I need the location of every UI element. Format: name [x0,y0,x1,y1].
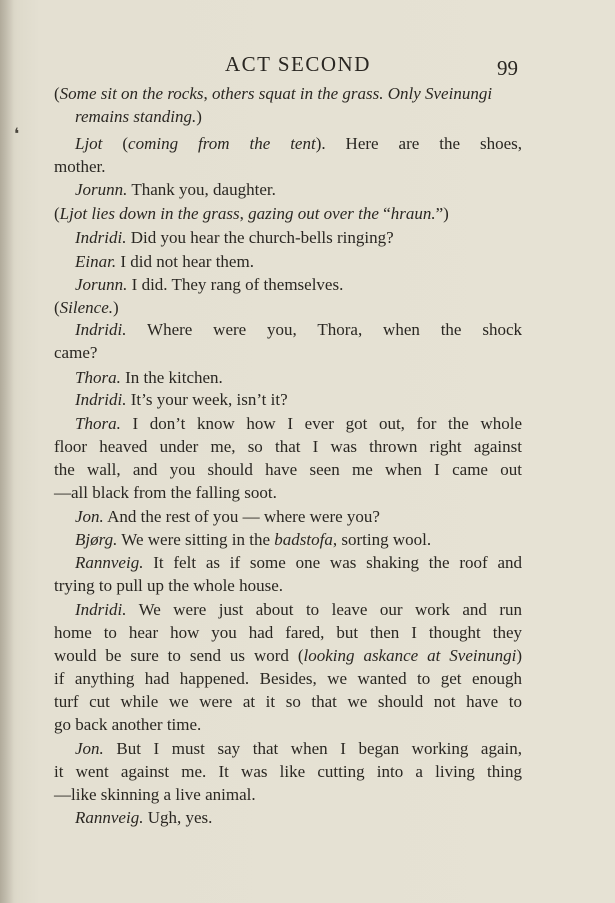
text-line [75,737,522,760]
text-run: it went against me. It was like cutting into a living thing [54,762,522,781]
text-line [75,105,202,128]
italic-text-run: Rannveig. [75,808,144,827]
italic-text-run: Ljot [75,134,103,153]
italic-text-run: Some sit on the rocks [59,84,204,103]
text-line [75,505,380,528]
italic-text-run: Jorunn. [75,275,128,294]
text-run: Ugh, yes. [143,808,213,827]
page-number: 99 [497,56,518,80]
text-line [54,481,277,504]
text-run: And the rest of you — where were you? [103,507,380,526]
text-run: Thank you, daughter. [127,180,276,199]
text-run: ). Here are the shoes, [315,134,522,153]
text-run: ) [113,298,119,317]
text-run: ( [54,298,60,317]
italic-text-run: Thora. [75,368,121,387]
text-run: turf cut while we were at it so that we should not have to [54,692,522,711]
text-line [75,388,288,411]
italic-text-run: Indridi. [75,600,127,619]
italic-text-run: gazing out over the [248,204,379,223]
text-run: I don’t know how I ever got out, for the whole [120,414,522,433]
italic-text-run: Indridi. [75,320,127,339]
italic-text-run: others squat in the grass. Only Sveinungi [212,84,493,103]
text-run: It felt as if some one was shaking the roof and [143,553,522,572]
text-run: It’s your week, isn’t it? [126,390,288,409]
text-line [75,132,522,155]
text-run: ( [54,84,60,103]
text-run: I did. They rang of themselves. [127,275,344,294]
text-run: ) [516,646,522,665]
text-run: , sorting wool. [332,530,432,549]
text-line [75,273,343,296]
italic-text-run: Indridi. [75,228,127,247]
text-run: But I must say that when I began working again, [103,739,522,758]
text-run: —like skinning a live animal. [54,785,256,804]
running-title: ACT SECOND [225,52,371,76]
text-line [54,690,522,713]
italic-text-run: remains standing. [75,107,197,126]
text-line [54,435,522,458]
italic-text-run: Jorunn. [75,180,128,199]
text-line [54,202,449,225]
text-line [54,82,492,105]
text-run: came? [54,343,98,362]
text-line [75,598,522,621]
text-line [75,412,522,435]
italic-text-run: Bjørg. [75,530,118,549]
spine-shadow [0,0,14,903]
text-line [75,318,522,341]
italic-text-run: Jon. [75,507,104,526]
italic-text-run: Rannveig. [75,553,144,572]
text-line [75,366,223,389]
italic-text-run: Jon. [75,739,104,758]
text-line [54,341,97,364]
text-run: —all black from the falling soot. [54,483,277,502]
text-line [54,458,522,481]
text-line [54,296,119,319]
text-line [54,155,105,178]
text-run: ( [54,204,60,223]
text-run: ) [196,107,202,126]
italic-text-run: coming from the tent [128,134,316,153]
text-run: , [203,84,213,103]
italic-text-run: Indridi. [75,390,127,409]
text-run: We were sitting in the [117,530,275,549]
text-line [54,783,256,806]
text-run: would be sure to send us word ( [54,646,304,665]
text-run: trying to pull up the whole house. [54,576,284,595]
text-run: mother. [54,157,106,176]
italic-text-run: Thora. [75,414,121,433]
italic-text-run: badstofa [274,530,333,549]
italic-text-run: looking askance at Sveinungi [303,646,517,665]
text-line [75,226,394,249]
text-run: , [239,204,249,223]
text-run: “ [378,204,391,223]
italic-text-run: Ljot lies down in the grass [59,204,240,223]
italic-text-run: Silence. [59,298,114,317]
margin-mark: ❛ [14,126,20,143]
running-head [0,50,615,80]
text-line [75,806,212,829]
italic-text-run: Einar. [75,252,117,271]
text-run: In the kitchen. [120,368,223,387]
text-run: I did not hear them. [116,252,254,271]
italic-text-run: hraun. [390,204,436,223]
text-line [75,250,254,273]
text-run: go back another time. [54,715,202,734]
text-line [75,551,522,574]
text-line [54,713,201,736]
text-line [54,644,522,667]
text-line [54,621,522,644]
text-line [75,178,276,201]
text-run: ( [102,134,129,153]
text-run: We were just about to leave our work and run [126,600,522,619]
text-line [75,528,431,551]
text-run: floor heaved under me, so that I was thrown right against [54,437,522,456]
text-run: ”) [435,204,449,223]
text-run: Where were you, Thora, when the shock [126,320,522,339]
text-line [54,667,522,690]
text-run: if anything had happened. Besides, we wanted to get enough [54,669,522,688]
text-run: home to hear how you had fared, but then I thought they [54,623,522,642]
text-line [54,574,283,597]
text-run: Did you hear the church-bells ringing? [126,228,394,247]
text-run: the wall, and you should have seen me when I came out [54,460,522,479]
text-line [54,760,522,783]
